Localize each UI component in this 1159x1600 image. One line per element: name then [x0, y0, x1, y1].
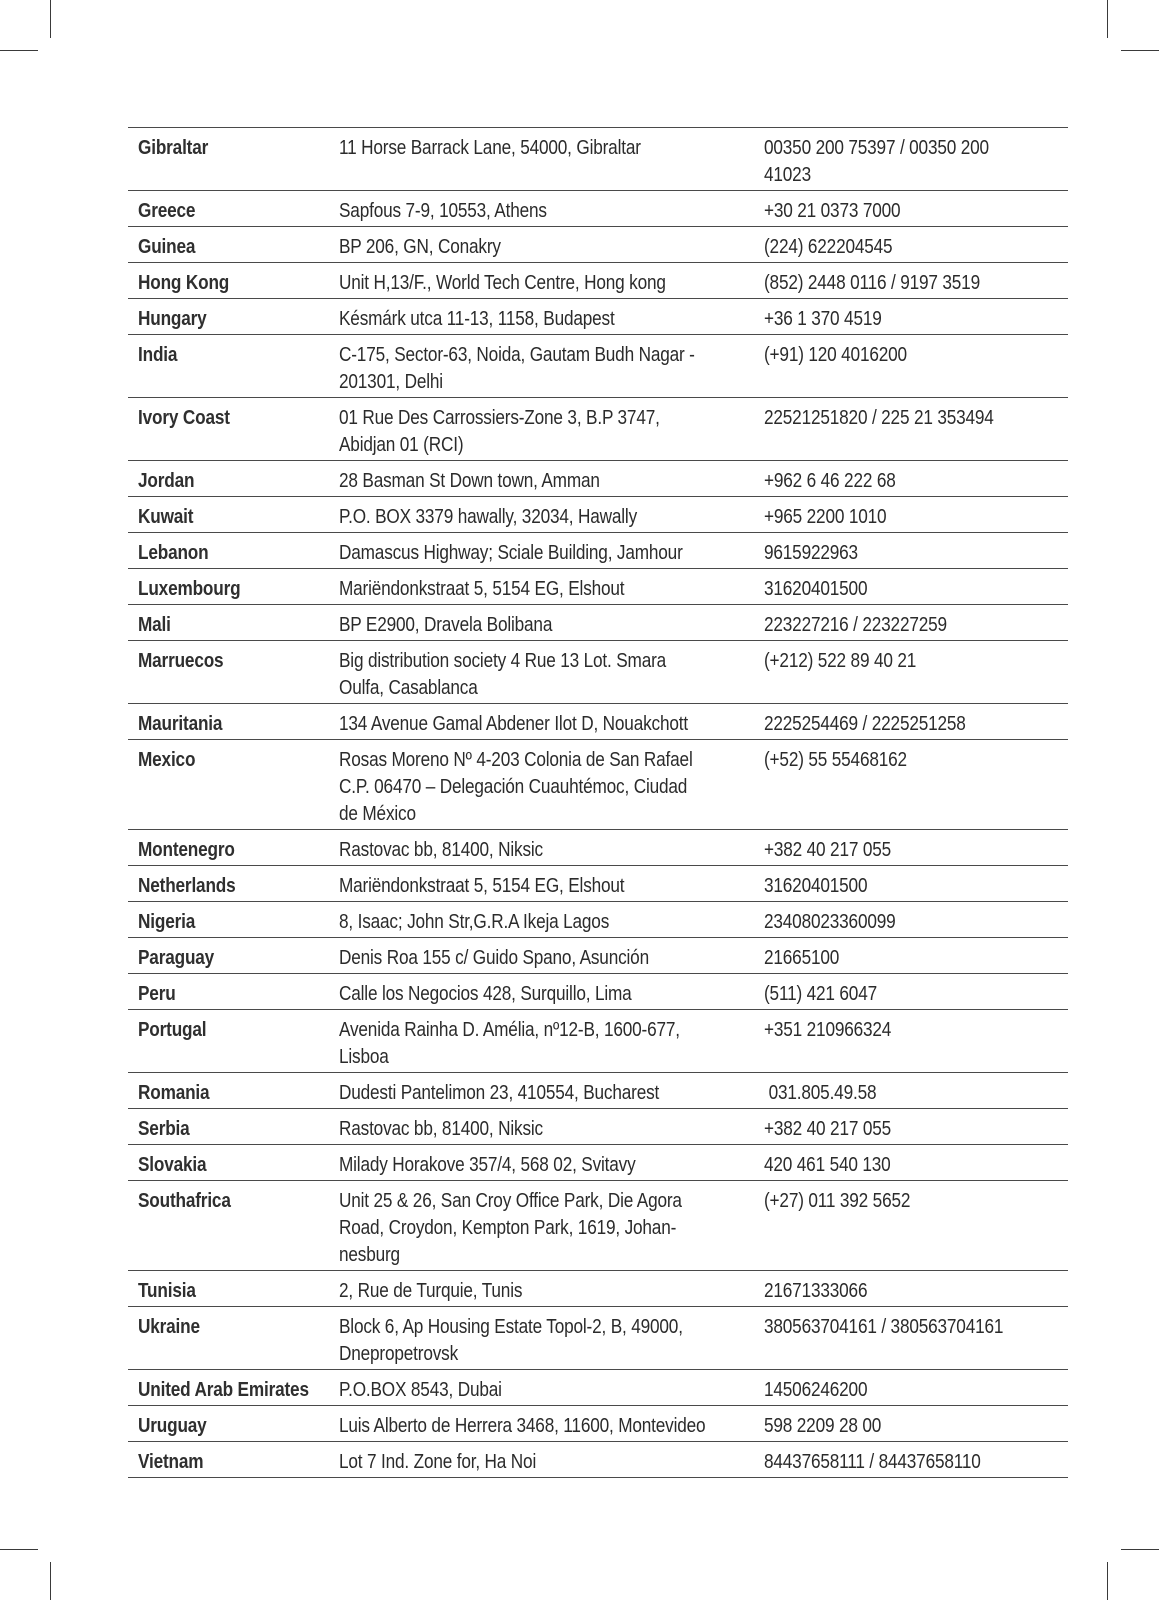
- crop-mark: [1107, 0, 1108, 38]
- country-label: Kuwait: [138, 506, 194, 528]
- phone-cell: [764, 974, 1068, 1009]
- country-label: Luxembourg: [138, 578, 241, 600]
- country-cell: [128, 938, 339, 973]
- phone-cell: [764, 1370, 1068, 1405]
- address-line: Damascus Highway; Sciale Building, Jamhour: [339, 542, 683, 564]
- contacts-table: [128, 127, 1068, 1478]
- crop-mark: [50, 1562, 51, 1600]
- address-cell: [339, 299, 764, 334]
- address-line: 201301, Delhi: [339, 371, 443, 393]
- country-cell: [128, 1010, 339, 1072]
- address-cell: [339, 1442, 764, 1477]
- address-cell: [339, 398, 764, 460]
- address-line: Lot 7 Ind. Zone for, Ha Noi: [339, 1451, 537, 1473]
- phone-cell: [764, 398, 1068, 460]
- phone-line: 31620401500: [764, 875, 868, 897]
- address-cell: [339, 461, 764, 496]
- phone-line: 31620401500: [764, 578, 868, 600]
- address-line: nesburg: [339, 1244, 400, 1266]
- phone-line: 84437658111 / 84437658110: [764, 1451, 981, 1473]
- address-cell: [339, 1271, 764, 1306]
- country-cell: [128, 128, 339, 190]
- country-cell: [128, 1181, 339, 1270]
- country-cell: [128, 299, 339, 334]
- country-cell: [128, 191, 339, 226]
- address-line: P.O. BOX 3379 hawally, 32034, Hawally: [339, 506, 638, 528]
- phone-cell: [764, 1073, 1068, 1108]
- address-cell: [339, 1307, 764, 1369]
- table-row: [128, 830, 1068, 866]
- phone-cell: [764, 299, 1068, 334]
- country-cell: [128, 641, 339, 703]
- country-label: Mauritania: [138, 713, 223, 735]
- country-label: Greece: [138, 200, 196, 222]
- address-cell: [339, 740, 764, 829]
- address-cell: [339, 1406, 764, 1441]
- phone-cell: [764, 740, 1068, 829]
- country-cell: [128, 461, 339, 496]
- address-line: 2, Rue de Turquie, Tunis: [339, 1280, 523, 1302]
- table-row: [128, 335, 1068, 398]
- phone-line: 21665100: [764, 947, 840, 969]
- country-cell: [128, 830, 339, 865]
- country-cell: [128, 704, 339, 739]
- phone-cell: [764, 1271, 1068, 1306]
- address-line: Dudesti Pantelimon 23, 410554, Bucharest: [339, 1082, 660, 1104]
- country-label: Peru: [138, 983, 176, 1005]
- country-label: Vietnam: [138, 1451, 204, 1473]
- table-row: [128, 974, 1068, 1010]
- country-label: Ivory Coast: [138, 407, 230, 429]
- table-row: [128, 740, 1068, 830]
- address-line: Oulfa, Casablanca: [339, 677, 478, 699]
- phone-cell: [764, 335, 1068, 397]
- table-row: [128, 641, 1068, 704]
- address-cell: [339, 128, 764, 190]
- address-cell: [339, 263, 764, 298]
- phone-line: +382 40 217 055: [764, 839, 892, 861]
- phone-cell: [764, 1307, 1068, 1369]
- address-cell: [339, 704, 764, 739]
- phone-line: 9615922963: [764, 542, 858, 564]
- address-line: 11 Horse Barrack Lane, 54000, Gibraltar: [339, 137, 641, 159]
- table-row: [128, 1181, 1068, 1271]
- table-row: [128, 299, 1068, 335]
- country-label: Tunisia: [138, 1280, 196, 1302]
- phone-line: 223227216 / 223227259: [764, 614, 947, 636]
- country-label: Jordan: [138, 470, 195, 492]
- country-cell: [128, 227, 339, 262]
- country-cell: [128, 605, 339, 640]
- table-row: [128, 1109, 1068, 1145]
- address-line: Calle los Negocios 428, Surquillo, Lima: [339, 983, 632, 1005]
- country-cell: [128, 569, 339, 604]
- phone-cell: [764, 1406, 1068, 1441]
- phone-line: (+52) 55 55468162: [764, 749, 907, 771]
- address-line: Mariëndonkstraat 5, 5154 EG, Elshout: [339, 578, 625, 600]
- address-line: 28 Basman St Down town, Amman: [339, 470, 600, 492]
- address-line: Road, Croydon, Kempton Park, 1619, Johan-: [339, 1217, 677, 1239]
- address-line: Avenida Rainha D. Amélia, nº12-B, 1600-677,: [339, 1019, 680, 1041]
- table-row: [128, 1370, 1068, 1406]
- phone-line: 00350 200 75397 / 00350 200: [764, 137, 989, 159]
- country-cell: [128, 1406, 339, 1441]
- address-line: 134 Avenue Gamal Abdener Ilot D, Nouakchott: [339, 713, 688, 735]
- phone-cell: [764, 902, 1068, 937]
- country-cell: [128, 1271, 339, 1306]
- country-label: Guinea: [138, 236, 196, 258]
- phone-line: 22521251820 / 225 21 353494: [764, 407, 994, 429]
- country-label: India: [138, 344, 178, 366]
- country-label: Montenegro: [138, 839, 235, 861]
- address-line: Sapfous 7-9, 10553, Athens: [339, 200, 547, 222]
- address-cell: [339, 1145, 764, 1180]
- address-line: Rastovac bb, 81400, Niksic: [339, 839, 543, 861]
- crop-mark: [1121, 50, 1159, 51]
- address-cell: [339, 902, 764, 937]
- phone-line: (224) 622204545: [764, 236, 893, 258]
- table-row: [128, 704, 1068, 740]
- address-line: Milady Horakove 357/4, 568 02, Svitavy: [339, 1154, 636, 1176]
- phone-line: 031.805.49.58: [764, 1082, 877, 1104]
- phone-line: +962 6 46 222 68: [764, 470, 896, 492]
- table-row: [128, 1307, 1068, 1370]
- crop-mark: [50, 0, 51, 38]
- address-line: Abidjan 01 (RCI): [339, 434, 464, 456]
- phone-line: 21671333066: [764, 1280, 868, 1302]
- phone-line: +30 21 0373 7000: [764, 200, 901, 222]
- country-label: Romania: [138, 1082, 210, 1104]
- country-cell: [128, 1442, 339, 1477]
- crop-mark: [1121, 1549, 1159, 1550]
- phone-line: (+212) 522 89 40 21: [764, 650, 917, 672]
- country-label: United Arab Emirates: [138, 1379, 309, 1401]
- country-cell: [128, 1145, 339, 1180]
- phone-cell: [764, 569, 1068, 604]
- phone-cell: [764, 1442, 1068, 1477]
- address-line: Block 6, Ap Housing Estate Topol-2, B, 49000,: [339, 1316, 683, 1338]
- country-label: Gibraltar: [138, 137, 209, 159]
- country-cell: [128, 1370, 339, 1405]
- phone-cell: [764, 533, 1068, 568]
- address-cell: [339, 191, 764, 226]
- phone-line: (511) 421 6047: [764, 983, 877, 1005]
- address-line: Unit 25 & 26, San Croy Office Park, Die Agora: [339, 1190, 682, 1212]
- address-line: Rastovac bb, 81400, Niksic: [339, 1118, 543, 1140]
- phone-cell: [764, 263, 1068, 298]
- country-cell: [128, 902, 339, 937]
- country-label: Marruecos: [138, 650, 224, 672]
- address-line: BP 206, GN, Conakry: [339, 236, 501, 258]
- address-cell: [339, 1370, 764, 1405]
- address-line: Dnepropetrovsk: [339, 1343, 459, 1365]
- table-row: [128, 1145, 1068, 1181]
- address-cell: [339, 1109, 764, 1144]
- address-line: Unit H,13/F., World Tech Centre, Hong kong: [339, 272, 666, 294]
- country-label: Portugal: [138, 1019, 207, 1041]
- address-cell: [339, 974, 764, 1009]
- country-cell: [128, 1073, 339, 1108]
- crop-mark: [0, 1549, 38, 1550]
- table-row: [128, 1271, 1068, 1307]
- phone-cell: [764, 866, 1068, 901]
- table-row: [128, 1010, 1068, 1073]
- table-row: [128, 533, 1068, 569]
- phone-line: 41023: [764, 164, 811, 186]
- table-row: [128, 1442, 1068, 1478]
- country-label: Hong Kong: [138, 272, 230, 294]
- phone-line: 14506246200: [764, 1379, 868, 1401]
- phone-line: +36 1 370 4519: [764, 308, 882, 330]
- address-cell: [339, 830, 764, 865]
- crop-mark: [0, 50, 38, 51]
- phone-line: (+27) 011 392 5652: [764, 1190, 911, 1212]
- phone-line: 380563704161 / 380563704161: [764, 1316, 1004, 1338]
- country-label: Ukraine: [138, 1316, 200, 1338]
- address-cell: [339, 1073, 764, 1108]
- phone-cell: [764, 704, 1068, 739]
- address-line: de México: [339, 803, 416, 825]
- crop-mark: [1107, 1562, 1108, 1600]
- country-label: Uruguay: [138, 1415, 207, 1437]
- country-label: Paraguay: [138, 947, 215, 969]
- country-label: Serbia: [138, 1118, 190, 1140]
- phone-cell: [764, 461, 1068, 496]
- address-line: Luis Alberto de Herrera 3468, 11600, Montevideo: [339, 1415, 706, 1437]
- phone-line: +382 40 217 055: [764, 1118, 892, 1140]
- country-cell: [128, 335, 339, 397]
- country-cell: [128, 1109, 339, 1144]
- address-line: 01 Rue Des Carrossiers-Zone 3, B.P 3747,: [339, 407, 660, 429]
- country-label: Hungary: [138, 308, 207, 330]
- phone-line: (+91) 120 4016200: [764, 344, 907, 366]
- phone-cell: [764, 830, 1068, 865]
- phone-cell: [764, 191, 1068, 226]
- phone-line: 598 2209 28 00: [764, 1415, 882, 1437]
- table-row: [128, 461, 1068, 497]
- address-cell: [339, 1181, 764, 1270]
- table-row: [128, 866, 1068, 902]
- phone-line: 420 461 540 130: [764, 1154, 891, 1176]
- address-line: C.P. 06470 – Delegación Cuauhtémoc, Ciudad: [339, 776, 688, 798]
- phone-cell: [764, 1010, 1068, 1072]
- phone-line: 2225254469 / 2225251258: [764, 713, 966, 735]
- country-label: Slovakia: [138, 1154, 207, 1176]
- phone-cell: [764, 128, 1068, 190]
- address-line: Big distribution society 4 Rue 13 Lot. Smara: [339, 650, 667, 672]
- phone-line: 23408023360099: [764, 911, 896, 933]
- table-row: [128, 128, 1068, 191]
- phone-cell: [764, 1109, 1068, 1144]
- address-line: P.O.BOX 8543, Dubai: [339, 1379, 502, 1401]
- address-cell: [339, 605, 764, 640]
- address-cell: [339, 866, 764, 901]
- address-cell: [339, 335, 764, 397]
- address-line: Rosas Moreno Nº 4-203 Colonia de San Rafael: [339, 749, 693, 771]
- phone-cell: [764, 641, 1068, 703]
- phone-cell: [764, 938, 1068, 973]
- table-row: [128, 605, 1068, 641]
- table-row: [128, 263, 1068, 299]
- country-cell: [128, 974, 339, 1009]
- country-cell: [128, 263, 339, 298]
- address-line: Lisboa: [339, 1046, 389, 1068]
- country-label: Netherlands: [138, 875, 236, 897]
- address-cell: [339, 497, 764, 532]
- phone-line: +965 2200 1010: [764, 506, 887, 528]
- phone-cell: [764, 1145, 1068, 1180]
- country-cell: [128, 398, 339, 460]
- table-row: [128, 497, 1068, 533]
- country-cell: [128, 740, 339, 829]
- phone-line: +351 210966324: [764, 1019, 892, 1041]
- country-label: Nigeria: [138, 911, 196, 933]
- table-row: [128, 227, 1068, 263]
- country-label: Mali: [138, 614, 171, 636]
- address-line: C-175, Sector-63, Noida, Gautam Budh Nagar -: [339, 344, 695, 366]
- country-cell: [128, 866, 339, 901]
- address-cell: [339, 569, 764, 604]
- address-cell: [339, 938, 764, 973]
- country-cell: [128, 533, 339, 568]
- address-line: Késmárk utca 11-13, 1158, Budapest: [339, 308, 615, 330]
- table-row: [128, 1406, 1068, 1442]
- address-line: Denis Roa 155 c/ Guido Spano, Asunción: [339, 947, 649, 969]
- table-row: [128, 569, 1068, 605]
- phone-cell: [764, 227, 1068, 262]
- phone-cell: [764, 605, 1068, 640]
- table-row: [128, 398, 1068, 461]
- address-line: Mariëndonkstraat 5, 5154 EG, Elshout: [339, 875, 625, 897]
- address-line: 8, Isaac; John Str,G.R.A Ikeja Lagos: [339, 911, 610, 933]
- phone-cell: [764, 1181, 1068, 1270]
- table-row: [128, 938, 1068, 974]
- phone-line: (852) 2448 0116 / 9197 3519: [764, 272, 980, 294]
- phone-cell: [764, 497, 1068, 532]
- address-cell: [339, 1010, 764, 1072]
- country-label: Mexico: [138, 749, 196, 771]
- table-row: [128, 902, 1068, 938]
- table-row: [128, 1073, 1068, 1109]
- country-cell: [128, 1307, 339, 1369]
- country-label: Southafrica: [138, 1190, 231, 1212]
- address-cell: [339, 641, 764, 703]
- table-row: [128, 191, 1068, 227]
- country-label: Lebanon: [138, 542, 209, 564]
- address-cell: [339, 533, 764, 568]
- address-cell: [339, 227, 764, 262]
- country-cell: [128, 497, 339, 532]
- address-line: BP E2900, Dravela Bolibana: [339, 614, 553, 636]
